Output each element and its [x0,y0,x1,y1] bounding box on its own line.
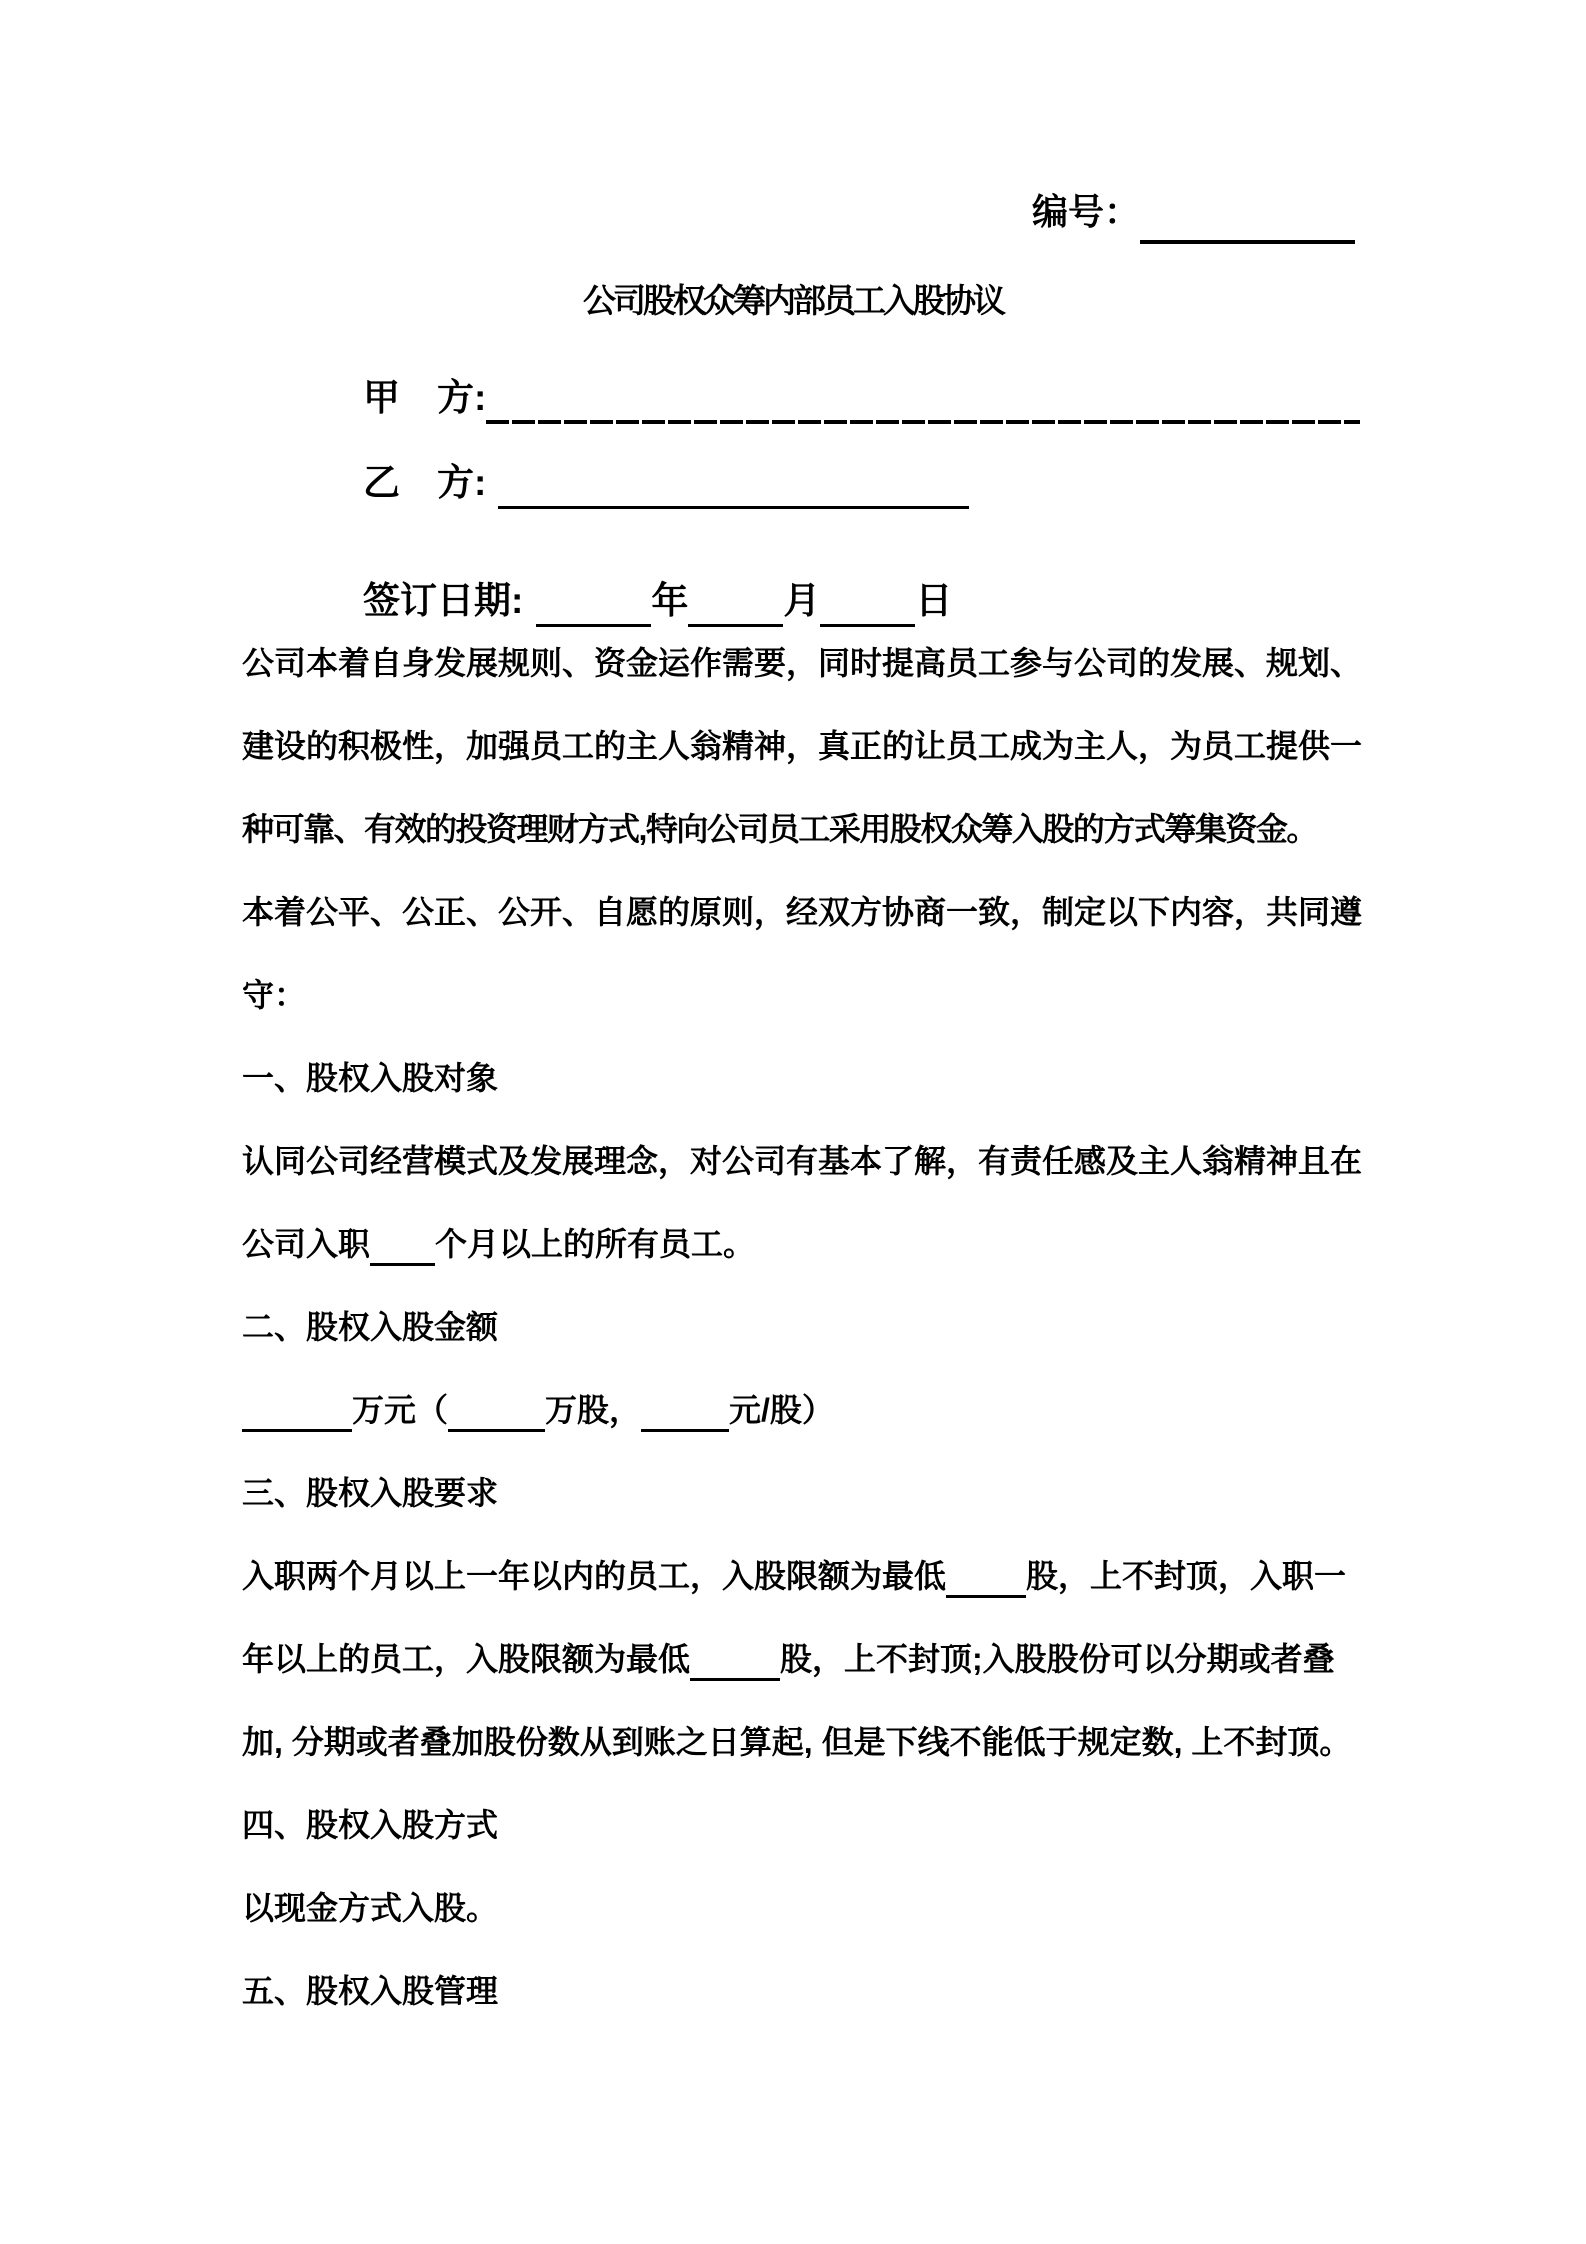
party-a-label: 甲 方: [363,377,487,418]
party-b-blank[interactable] [498,458,969,509]
sign-date-year-blank[interactable] [536,576,651,627]
party-b-row [363,457,969,509]
sign-date-row [363,575,952,627]
month-label: 月 [783,580,821,621]
document-body [242,622,1372,2033]
intro-line-3: 种可靠、有效的投资理财方式,特向公司员工采用股权众筹入股的方式筹集资金。 [242,811,1317,847]
section-3-heading: 三、股权入股要求 [242,1475,499,1511]
serial-label: 编号： [1032,191,1141,232]
price-unit-label: 元/股） [729,1392,834,1428]
sign-date-day-blank[interactable] [820,576,915,627]
section-3-line-2 [242,1618,1372,1701]
min-shares-blank-2[interactable] [690,1636,780,1681]
section-1-heading: 一、股权入股对象 [242,1060,499,1096]
amount-blank[interactable] [242,1387,352,1432]
section-3-line-1-pre: 入职两个月以上一年以内的员工，入股限额为最低 [242,1558,947,1594]
serial-row [1032,188,1355,244]
section-3-line-2-pre: 年以上的员工，入股限额为最低 [242,1641,691,1677]
document-title: 公司股权众筹内部员工入股协议 [583,282,1003,319]
section-1-text-post: 个月以上的所有员工。 [435,1226,756,1262]
shares-blank[interactable] [448,1387,545,1432]
intro-line-4: 本着公平、公正、公开、自愿的原则，经双方协商一致，制定以下内容，共同遵 [242,894,1363,930]
shares-unit-label: 万股， [545,1392,642,1428]
serial-blank[interactable] [1140,192,1355,244]
party-a-row [363,372,1360,424]
section-4-heading: 四、股权入股方式 [242,1807,499,1843]
section-2-heading: 二、股权入股金额 [242,1309,499,1345]
price-blank[interactable] [641,1387,729,1432]
sign-date-label: 签订日期: [363,580,524,621]
section-2-amount-line [242,1369,1372,1452]
party-b-label: 乙 方: [363,462,487,503]
amount-unit-label: 万元（ [352,1392,449,1428]
intro-line-2: 建设的积极性，加强员工的主人翁精神，真正的让员工成为主人，为员工提供一 [242,728,1363,764]
section-3-line-1 [242,1535,1372,1618]
section-1-text-pre: 公司入职 [242,1226,371,1262]
intro-line-5: 守： [242,977,307,1013]
section-4-body: 以现金方式入股。 [242,1890,499,1926]
sign-date-month-blank[interactable] [688,576,783,627]
section-5-heading: 五、股权入股管理 [242,1973,499,2009]
day-label: 日 [915,580,953,621]
section-3-line-1-post: 股，上不封顶，入职一 [1026,1558,1347,1594]
party-a-blank[interactable] [486,376,1360,424]
section-3-line-3: 加, 分期或者叠加股份数从到账之日算起, 但是下线不能低于规定数, 上不封顶。 [242,1724,1352,1760]
section-1-body-line-1: 认同公司经营模式及发展理念，对公司有基本了解，有责任感及主人翁精神且在 [242,1143,1363,1179]
section-3-line-2-post: 股，上不封顶;入股股份可以分期或者叠 [780,1641,1335,1677]
year-label: 年 [651,580,689,621]
intro-line-1: 公司本着自身发展规则、资金运作需要，同时提高员工参与公司的发展、规划、 [242,645,1363,681]
section-1-body-line-2 [242,1203,1372,1286]
months-blank[interactable] [370,1221,435,1266]
min-shares-blank-1[interactable] [946,1553,1026,1598]
